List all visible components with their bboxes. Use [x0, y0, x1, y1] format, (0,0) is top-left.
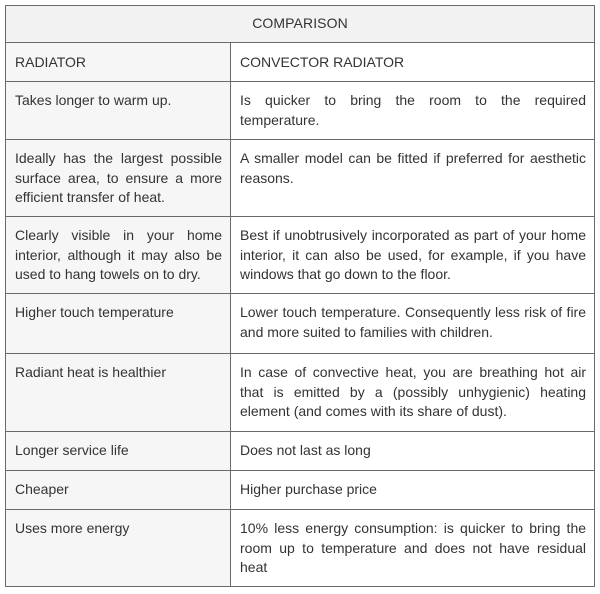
convector-cell: Higher purchase price: [231, 471, 595, 510]
convector-cell: Is quicker to bring the room to the required temperature.: [231, 82, 595, 140]
radiator-cell: Clearly visible in your home interior, although it may also be used to hang towels on to dry.: [6, 217, 231, 294]
radiator-cell: Longer service life: [6, 432, 231, 471]
table-row: [6, 432, 595, 471]
column-header-radiator: RADIATOR: [6, 43, 231, 82]
radiator-cell: Uses more energy: [6, 510, 231, 587]
table-row: [6, 471, 595, 510]
table-row: [6, 354, 595, 432]
convector-cell: Best if unobtrusively incorporated as part of your home interior, it can also be used, for example, if you have windows that go down to the floor.: [231, 217, 595, 294]
table-row: [6, 294, 595, 354]
table-row: [6, 510, 595, 587]
title-row: [6, 6, 595, 43]
table-row: [6, 140, 595, 217]
radiator-cell: Radiant heat is healthier: [6, 354, 231, 432]
radiator-cell: Ideally has the largest possible surface area, to ensure a more efficient transfer of heat.: [6, 140, 231, 217]
radiator-cell: Higher touch temperature: [6, 294, 231, 354]
table-row: [6, 217, 595, 294]
column-header-row: [6, 43, 595, 82]
convector-cell: 10% less energy consumption: is quicker to bring the room up to temperature and does not have residual heat: [231, 510, 595, 587]
table-title: COMPARISON: [6, 6, 595, 43]
radiator-cell: Cheaper: [6, 471, 231, 510]
convector-cell: A smaller model can be fitted if preferred for aesthetic reasons.: [231, 140, 595, 217]
column-header-convector: CONVECTOR RADIATOR: [231, 43, 595, 82]
comparison-table: [5, 5, 595, 587]
table-row: [6, 82, 595, 140]
convector-cell: Lower touch temperature. Consequently less risk of fire and more suited to families with children.: [231, 294, 595, 354]
convector-cell: Does not last as long: [231, 432, 595, 471]
convector-cell: In case of convective heat, you are breathing hot air that is emitted by a (possibly unhygienic) heating element (and comes with its share of dust).: [231, 354, 595, 432]
radiator-cell: Takes longer to warm up.: [6, 82, 231, 140]
